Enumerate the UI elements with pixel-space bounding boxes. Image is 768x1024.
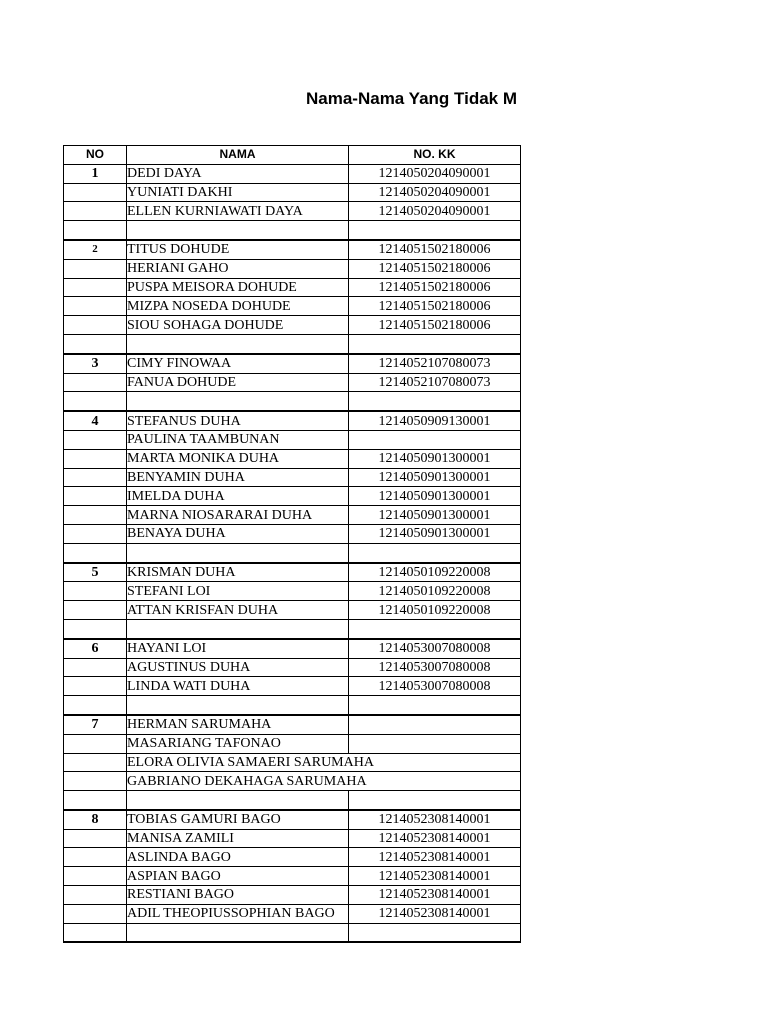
table-row: [64, 221, 521, 240]
cell-nama: [127, 923, 349, 942]
table-row: [64, 354, 521, 373]
cell-nama: DEDI DAYA: [127, 164, 349, 183]
table-row: [64, 543, 521, 562]
cell-nama: MIZPA NOSEDA DOHUDE: [127, 297, 349, 316]
cell-nama: MASARIANG TAFONAO: [127, 734, 349, 753]
cell-nama: ADIL THEOPIUSSOPHIAN BAGO: [127, 904, 349, 923]
cell-no: [64, 677, 127, 696]
cell-no: [64, 619, 127, 638]
cell-no: [64, 392, 127, 411]
table-row: [64, 715, 521, 734]
cell-nama: STEFANI LOI: [127, 582, 349, 601]
table-row: [64, 904, 521, 923]
cell-no: [64, 543, 127, 562]
table-row: [64, 411, 521, 430]
cell-nama: IMELDA DUHA: [127, 487, 349, 506]
table-row: [64, 316, 521, 335]
cell-nama: ASPIAN BAGO: [127, 867, 349, 886]
cell-nama: CIMY FINOWAA: [127, 354, 349, 373]
table-row: [64, 164, 521, 183]
table-row: [64, 524, 521, 543]
cell-kk: 1214051502180006: [349, 259, 521, 278]
table-row: [64, 867, 521, 886]
table-row: [64, 696, 521, 715]
table-row: [64, 506, 521, 525]
cell-no: [64, 658, 127, 677]
cell-nama: PUSPA MEISORA DOHUDE: [127, 278, 349, 297]
table-row: [64, 923, 521, 942]
cell-kk: [349, 334, 521, 353]
header-no: NO: [64, 146, 127, 165]
cell-no: 1: [64, 164, 127, 183]
cell-no: [64, 904, 127, 923]
cell-nama: PAULINA TAAMBUNAN: [127, 430, 349, 449]
cell-kk: 1214051502180006: [349, 240, 521, 259]
cell-nama: MARNA NIOSARARAI DUHA: [127, 506, 349, 525]
cell-no: [64, 734, 127, 753]
cell-no: [64, 791, 127, 810]
cell-no: [64, 753, 127, 772]
cell-nama: [127, 221, 349, 240]
cell-kk: [349, 715, 521, 734]
cell-no: [64, 506, 127, 525]
cell-kk: [349, 734, 521, 753]
cell-no: [64, 334, 127, 353]
cell-no: 3: [64, 354, 127, 373]
cell-kk: [349, 791, 521, 810]
cell-no: [64, 259, 127, 278]
cell-nama: TOBIAS GAMURI BAGO: [127, 810, 349, 829]
cell-kk: 1214050109220008: [349, 563, 521, 582]
data-table: [63, 145, 521, 943]
cell-no: [64, 848, 127, 867]
cell-no: 8: [64, 810, 127, 829]
header-nama: NAMA: [127, 146, 349, 165]
cell-no: [64, 867, 127, 886]
cell-no: [64, 221, 127, 240]
cell-kk: 1214052308140001: [349, 848, 521, 867]
cell-nama: KRISMAN DUHA: [127, 563, 349, 582]
cell-kk: [349, 430, 521, 449]
cell-nama: [127, 334, 349, 353]
cell-kk: 1214050204090001: [349, 164, 521, 183]
cell-kk: 1214050109220008: [349, 601, 521, 620]
cell-kk: 1214050204090001: [349, 183, 521, 202]
cell-nama: MARTA MONIKA DUHA: [127, 449, 349, 468]
cell-nama: ATTAN KRISFAN DUHA: [127, 601, 349, 620]
cell-kk: 1214052308140001: [349, 904, 521, 923]
cell-nama: [127, 791, 349, 810]
table-row: [64, 753, 521, 772]
cell-nama: [127, 543, 349, 562]
cell-no: [64, 696, 127, 715]
cell-nama: [127, 619, 349, 638]
cell-no: [64, 468, 127, 487]
table-row: [64, 848, 521, 867]
table-row: [64, 791, 521, 810]
cell-no: 4: [64, 411, 127, 430]
cell-kk: 1214050909130001: [349, 411, 521, 430]
table-row: [64, 278, 521, 297]
title-clip: [0, 86, 521, 114]
cell-no: [64, 829, 127, 848]
table-row: [64, 373, 521, 392]
table-row: [64, 487, 521, 506]
table-row: [64, 392, 521, 411]
cell-kk: 1214050901300001: [349, 468, 521, 487]
table-row: [64, 240, 521, 259]
header-kk: NO. KK: [349, 146, 521, 165]
cell-kk: 1214050901300001: [349, 487, 521, 506]
cell-no: [64, 601, 127, 620]
table-row: [64, 619, 521, 638]
table-row: [64, 259, 521, 278]
table-row: [64, 430, 521, 449]
table-row: [64, 202, 521, 221]
cell-no: 2: [64, 240, 127, 259]
cell-nama: ASLINDA BAGO: [127, 848, 349, 867]
cell-no: [64, 278, 127, 297]
cell-kk: 1214052308140001: [349, 810, 521, 829]
cell-nama: FANUA DOHUDE: [127, 373, 349, 392]
cell-kk: 1214053007080008: [349, 639, 521, 658]
cell-no: [64, 923, 127, 942]
cell-kk: 1214051502180006: [349, 297, 521, 316]
cell-nama: SIOU SOHAGA DOHUDE: [127, 316, 349, 335]
cell-nama: STEFANUS DUHA: [127, 411, 349, 430]
cell-nama: [127, 392, 349, 411]
cell-nama: HERIANI GAHO: [127, 259, 349, 278]
table-row: [64, 810, 521, 829]
table-row: [64, 658, 521, 677]
cell-nama: AGUSTINUS DUHA: [127, 658, 349, 677]
cell-nama: HAYANI LOI: [127, 639, 349, 658]
table-row: [64, 734, 521, 753]
cell-kk: 1214052107080073: [349, 354, 521, 373]
table-row: [64, 677, 521, 696]
header-row: [64, 146, 521, 165]
table-row: [64, 449, 521, 468]
cell-no: [64, 886, 127, 905]
cell-kk: 1214052107080073: [349, 373, 521, 392]
cell-kk: [349, 923, 521, 942]
table-row: [64, 639, 521, 658]
cell-no: [64, 316, 127, 335]
table-row: [64, 297, 521, 316]
cell-no: [64, 582, 127, 601]
cell-no: 7: [64, 715, 127, 734]
page-title: Nama-Nama Yang Tidak M: [306, 89, 518, 108]
table-row: [64, 829, 521, 848]
cell-kk: 1214053007080008: [349, 677, 521, 696]
cell-kk: 1214051502180006: [349, 316, 521, 335]
cell-no: 6: [64, 639, 127, 658]
cell-kk: 1214052308140001: [349, 829, 521, 848]
cell-kk: 1214050901300001: [349, 524, 521, 543]
cell-no: [64, 183, 127, 202]
cell-nama: ELORA OLIVIA SAMAERI SARUMAHA: [127, 753, 521, 772]
cell-nama: MANISA ZAMILI: [127, 829, 349, 848]
cell-kk: [349, 392, 521, 411]
table-row: [64, 468, 521, 487]
table-row: [64, 772, 521, 791]
cell-kk: 1214050109220008: [349, 582, 521, 601]
cell-nama: ELLEN KURNIAWATI DAYA: [127, 202, 349, 221]
cell-kk: 1214050901300001: [349, 506, 521, 525]
cell-nama: LINDA WATI DUHA: [127, 677, 349, 696]
cell-kk: 1214051502180006: [349, 278, 521, 297]
cell-no: [64, 297, 127, 316]
cell-no: [64, 449, 127, 468]
table-row: [64, 183, 521, 202]
cell-kk: [349, 696, 521, 715]
cell-nama: TITUS DOHUDE: [127, 240, 349, 259]
cell-nama: [127, 696, 349, 715]
cell-kk: 1214053007080008: [349, 658, 521, 677]
cell-nama: GABRIANO DEKAHAGA SARUMAHA: [127, 772, 521, 791]
cell-nama: RESTIANI BAGO: [127, 886, 349, 905]
cell-kk: 1214050901300001: [349, 449, 521, 468]
cell-nama: BENYAMIN DUHA: [127, 468, 349, 487]
cell-kk: 1214052308140001: [349, 867, 521, 886]
cell-kk: [349, 543, 521, 562]
table-row: [64, 601, 521, 620]
cell-kk: [349, 619, 521, 638]
cell-nama: BENAYA DUHA: [127, 524, 349, 543]
table-row: [64, 886, 521, 905]
cell-nama: HERMAN SARUMAHA: [127, 715, 349, 734]
table-row: [64, 582, 521, 601]
cell-nama: YUNIATI DAKHI: [127, 183, 349, 202]
cell-kk: 1214052308140001: [349, 886, 521, 905]
cell-no: [64, 772, 127, 791]
cell-no: [64, 524, 127, 543]
cell-no: 5: [64, 563, 127, 582]
table-row: [64, 334, 521, 353]
table-body: [64, 164, 521, 942]
cell-no: [64, 487, 127, 506]
cell-no: [64, 373, 127, 392]
cell-kk: [349, 221, 521, 240]
table-row: [64, 563, 521, 582]
cell-kk: 1214050204090001: [349, 202, 521, 221]
cell-no: [64, 430, 127, 449]
cell-no: [64, 202, 127, 221]
